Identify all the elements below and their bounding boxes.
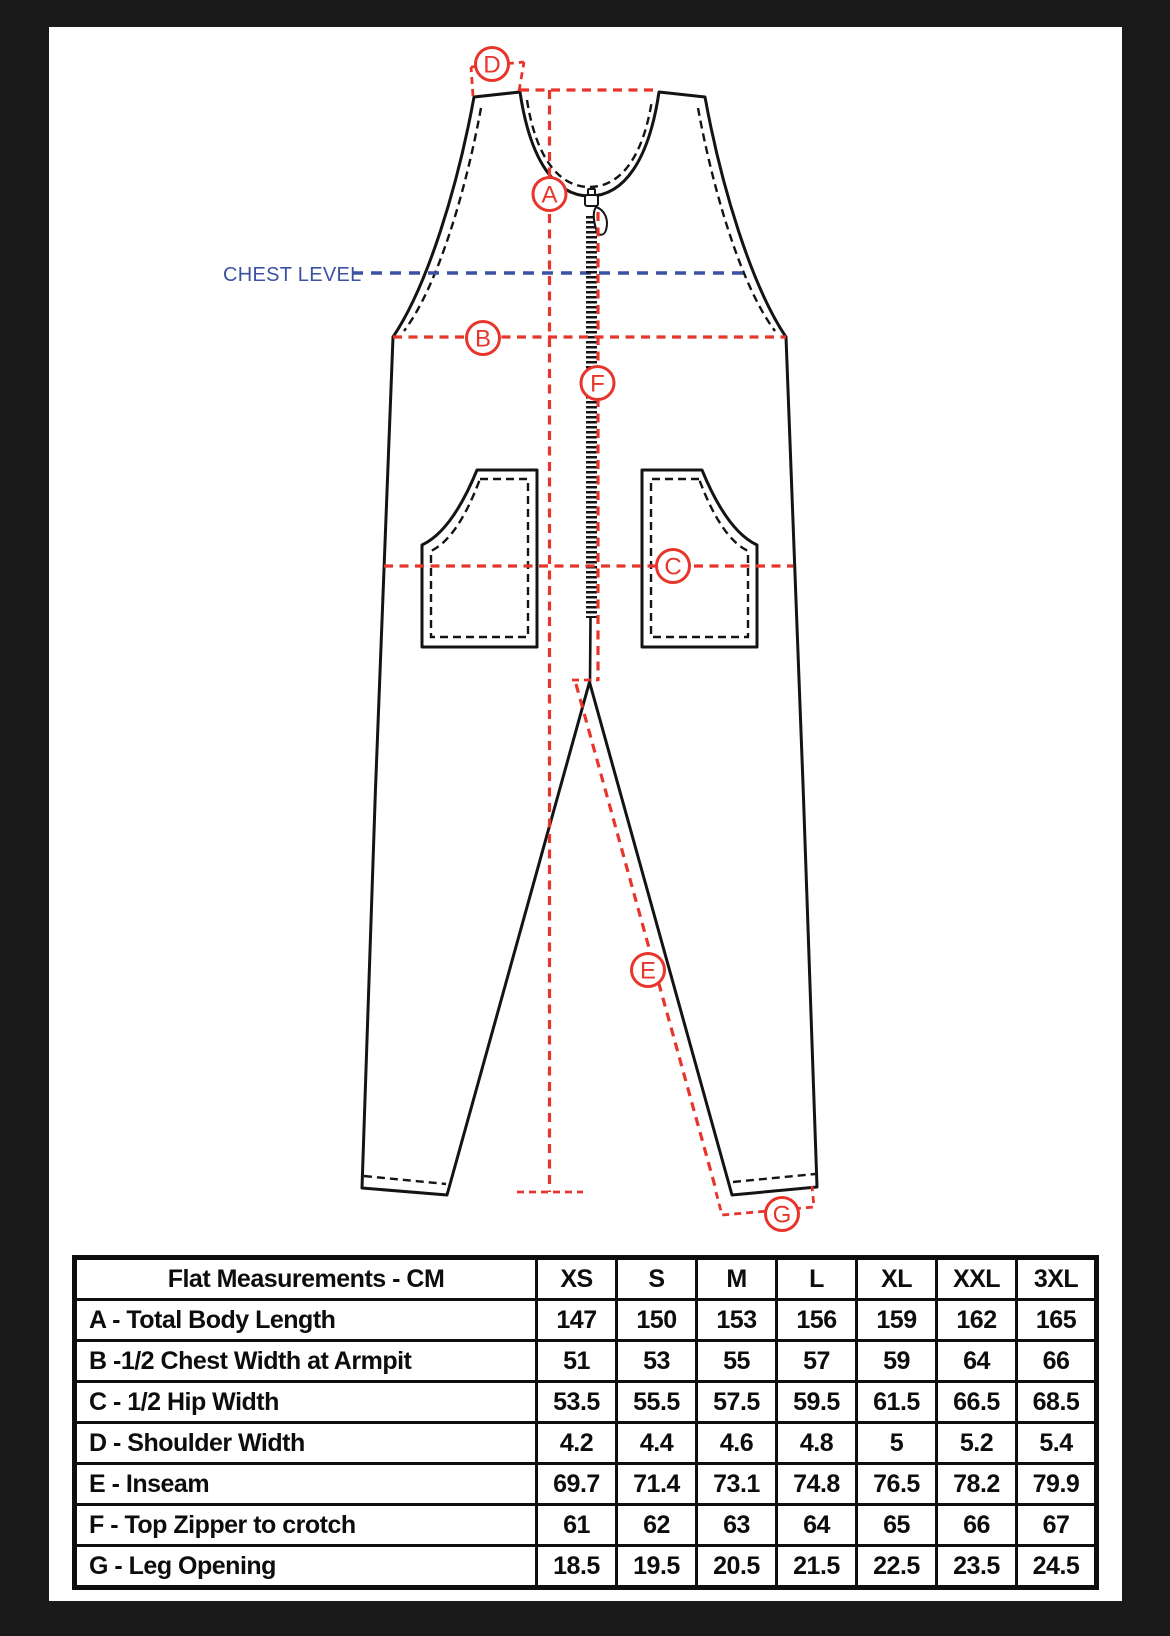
value-cell: 4.8 bbox=[777, 1423, 857, 1464]
value-cell: 20.5 bbox=[697, 1546, 777, 1588]
marker-e bbox=[632, 954, 665, 987]
svg-text:D: D bbox=[483, 51, 501, 79]
value-cell: 5 bbox=[857, 1423, 937, 1464]
value-cell: 22.5 bbox=[857, 1546, 937, 1588]
table-header-row bbox=[75, 1258, 1097, 1300]
value-cell: 65 bbox=[857, 1505, 937, 1546]
value-cell: 71.4 bbox=[617, 1464, 697, 1505]
table-row-f bbox=[75, 1505, 1097, 1546]
value-cell: 55 bbox=[697, 1341, 777, 1382]
row-label: F - Top Zipper to crotch bbox=[75, 1505, 537, 1546]
value-cell: 63 bbox=[697, 1505, 777, 1546]
value-cell: 64 bbox=[937, 1341, 1017, 1382]
value-cell: 57.5 bbox=[697, 1382, 777, 1423]
table-title-cell: Flat Measurements - CM bbox=[75, 1258, 537, 1300]
value-cell: 51 bbox=[537, 1341, 617, 1382]
value-cell: 156 bbox=[777, 1300, 857, 1341]
marker-d bbox=[476, 48, 509, 81]
value-cell: 78.2 bbox=[937, 1464, 1017, 1505]
value-cell: 76.5 bbox=[857, 1464, 937, 1505]
value-cell: 57 bbox=[777, 1341, 857, 1382]
size-header-xs: XS bbox=[537, 1258, 617, 1300]
marker-b bbox=[467, 322, 500, 355]
value-cell: 18.5 bbox=[537, 1546, 617, 1588]
value-cell: 153 bbox=[697, 1300, 777, 1341]
value-cell: 69.7 bbox=[537, 1464, 617, 1505]
value-cell: 67 bbox=[1017, 1505, 1097, 1546]
marker-c bbox=[657, 550, 690, 583]
row-label: C - 1/2 Hip Width bbox=[75, 1382, 537, 1423]
size-chart-table bbox=[72, 1255, 1099, 1590]
zipper-slider bbox=[585, 195, 598, 206]
value-cell: 4.4 bbox=[617, 1423, 697, 1464]
size-header-s: S bbox=[617, 1258, 697, 1300]
svg-text:G: G bbox=[772, 1201, 792, 1229]
svg-text:B: B bbox=[474, 325, 492, 353]
svg-text:E: E bbox=[639, 957, 657, 985]
value-cell: 73.1 bbox=[697, 1464, 777, 1505]
value-cell: 53 bbox=[617, 1341, 697, 1382]
marker-g bbox=[766, 1198, 799, 1231]
value-cell: 165 bbox=[1017, 1300, 1097, 1341]
table-row-e bbox=[75, 1464, 1097, 1505]
row-label: G - Leg Opening bbox=[75, 1546, 537, 1588]
row-label: D - Shoulder Width bbox=[75, 1423, 537, 1464]
value-cell: 74.8 bbox=[777, 1464, 857, 1505]
value-cell: 162 bbox=[937, 1300, 1017, 1341]
row-label: B -1/2 Chest Width at Armpit bbox=[75, 1341, 537, 1382]
value-cell: 68.5 bbox=[1017, 1382, 1097, 1423]
value-cell: 66 bbox=[937, 1505, 1017, 1546]
table-row-g bbox=[75, 1546, 1097, 1588]
chest-level-label: CHEST LEVEL bbox=[223, 264, 362, 286]
value-cell: 79.9 bbox=[1017, 1464, 1097, 1505]
value-cell: 61.5 bbox=[857, 1382, 937, 1423]
value-cell: 66 bbox=[1017, 1341, 1097, 1382]
front-seam bbox=[590, 618, 591, 682]
table-row-d bbox=[75, 1423, 1097, 1464]
size-header-xxl: XXL bbox=[937, 1258, 1017, 1300]
table-row-b bbox=[75, 1341, 1097, 1382]
value-cell: 66.5 bbox=[937, 1382, 1017, 1423]
value-cell: 4.2 bbox=[537, 1423, 617, 1464]
value-cell: 23.5 bbox=[937, 1546, 1017, 1588]
value-cell: 59 bbox=[857, 1341, 937, 1382]
value-cell: 4.6 bbox=[697, 1423, 777, 1464]
value-cell: 55.5 bbox=[617, 1382, 697, 1423]
marker-f bbox=[581, 367, 614, 400]
value-cell: 150 bbox=[617, 1300, 697, 1341]
size-header-3xl: 3XL bbox=[1017, 1258, 1097, 1300]
row-label: A - Total Body Length bbox=[75, 1300, 537, 1341]
value-cell: 61 bbox=[537, 1505, 617, 1546]
svg-text:F: F bbox=[590, 370, 605, 398]
size-header-l: L bbox=[777, 1258, 857, 1300]
svg-text:C: C bbox=[664, 553, 682, 581]
size-header-xl: XL bbox=[857, 1258, 937, 1300]
value-cell: 64 bbox=[777, 1505, 857, 1546]
value-cell: 5.2 bbox=[937, 1423, 1017, 1464]
value-cell: 5.4 bbox=[1017, 1423, 1097, 1464]
value-cell: 159 bbox=[857, 1300, 937, 1341]
row-label: E - Inseam bbox=[75, 1464, 537, 1505]
value-cell: 21.5 bbox=[777, 1546, 857, 1588]
svg-text:A: A bbox=[541, 181, 558, 209]
value-cell: 147 bbox=[537, 1300, 617, 1341]
value-cell: 19.5 bbox=[617, 1546, 697, 1588]
size-header-m: M bbox=[697, 1258, 777, 1300]
value-cell: 62 bbox=[617, 1505, 697, 1546]
table-row-c bbox=[75, 1382, 1097, 1423]
marker-a bbox=[533, 178, 566, 211]
value-cell: 24.5 bbox=[1017, 1546, 1097, 1588]
table-row-a bbox=[75, 1300, 1097, 1341]
value-cell: 59.5 bbox=[777, 1382, 857, 1423]
value-cell: 53.5 bbox=[537, 1382, 617, 1423]
